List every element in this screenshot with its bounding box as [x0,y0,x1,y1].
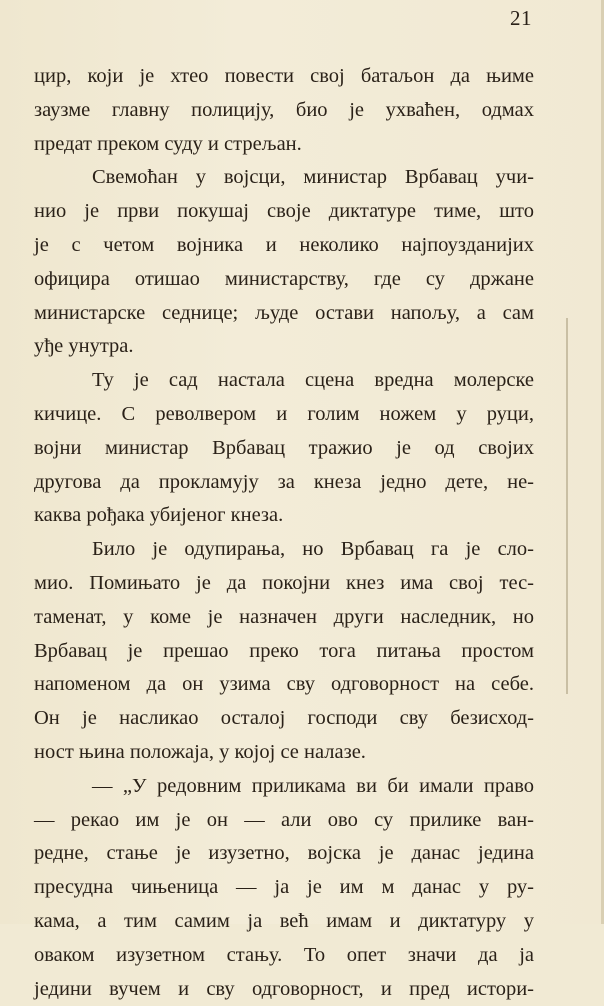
text-line: Он је насликао осталој господи сву безисход- [34,707,534,730]
margin-mark [566,318,568,694]
text-line: официра отишао министарству, где су држане [34,267,534,290]
text-line: Ту је сад настала сцена вредна молерске [92,369,534,392]
text-line: — рекао им је он — али ово су прилике ван- [34,808,534,831]
text-line: оваком изузетном стању. То опет значи да ја [34,943,534,966]
text-line: цир, који је хтео повести свој батаљон да њиме [34,65,534,87]
text-line: Врбавац је прешао преко тога питања простом [34,639,534,662]
body-text [34,60,534,1006]
text-line: мио. Помињато је да покојни кнез има свој тес- [34,571,534,594]
text-line: — „У редовним приликама ви би имали право [92,774,534,797]
text-line: министарске седнице; људе остави напољу, а сам [34,301,534,324]
text-line: кичице. С револвером и голим ножем у руци, [34,402,534,425]
text-line: је с четом војника и неколико најпоузданијих [34,233,534,256]
text-line: таменат, у коме је назначен други наследник, но [34,605,534,628]
text-line: ност њина положаја, у којој се налазе. [34,740,366,763]
text-line: каква рођака убијеног кнеза. [34,504,284,527]
text-line: уђе унутра. [34,335,134,358]
text-line: нио је први покушај своје диктатуре тиме, што [34,200,534,223]
text-line: војни министар Врбавац тражио је од својих [34,436,534,459]
text-line: кама, а тим самим ја већ имам и диктатуру у [34,909,534,932]
text-line: Свемоћан у војсци, министар Врбавац учи- [92,166,534,189]
page-number: 21 [510,6,532,30]
text-line: пресудна чињеница — ја је им м данас у ру- [34,876,534,899]
text-line: редне, стање је изузетно, војска је данас једина [34,842,534,865]
text-line: једини вучем и сву одговорност, и пред истори- [34,977,534,1000]
text-line: напоменом да он узима сву одговорност на себе. [34,673,534,696]
text-line: заузме главну полицију, био је ухваћен, одмах [34,98,534,121]
text-line: другова да прокламују за кнеза једно дете, не- [34,470,534,493]
paragraph [34,60,534,1006]
text-line: предат преком суду и стрељан. [34,132,302,155]
text-line: Било је одупирања, но Врбавац га је сло- [92,538,534,561]
